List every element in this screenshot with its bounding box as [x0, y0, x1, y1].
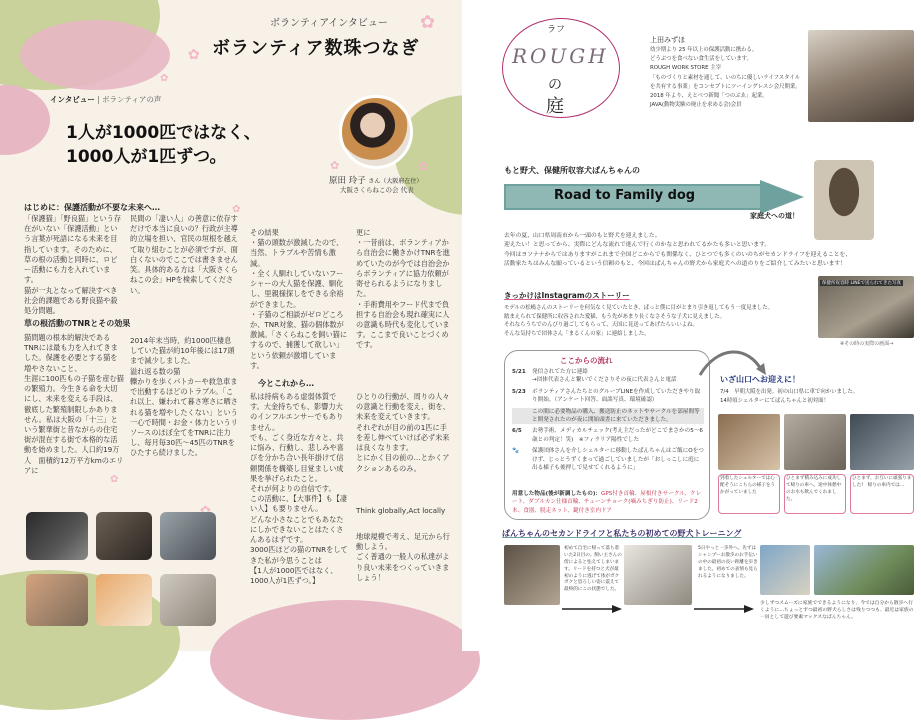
- pickup-caption-b: ひとまず積み込みに成功して帰りの車へ。途中休憩中のお水も飲んでくれました。: [784, 474, 846, 514]
- column-2b-text: 2014年末当時、約1000匹棲息していた猫が約10年後には17頭まで減少しました。 溢れ返る数の猫 轢かりを歩くパトカーや救急車まで出動するほどのトラブル。「これ以上、嫌われて暮さ寒さに晒される猫を増やしたくない」という一心で時間・お金・体力というリソースのほぼ全てをTNRに注力し、毎月毎30匹〜45匹のTNRをひたすら続けました。: [130, 336, 238, 458]
- flow-list: [512, 368, 704, 475]
- pickup-text: 7/4 早朝大阪を出発。初の山口県に車で向かいました。 14時頃シェルターにてぱんちゃんと初対面！: [720, 389, 859, 404]
- arrow-right-icon: [562, 604, 622, 614]
- training-text-c: 少しずつスムーズに家族でできるようになり、今では自分から散歩へ行くように…ちょっとずつ最初の野犬らしさは残りつつも、最近は家族の一員として遊び要素マックスなぱんちゃん。: [760, 601, 914, 621]
- photo-caption-b: LINEで送られてきた写真: [850, 281, 901, 286]
- sakura-icon: ✿: [232, 204, 241, 215]
- arrow-right-icon: [694, 604, 754, 614]
- flow-date: 5/23: [512, 388, 526, 395]
- prepared-text: GPS付き首輪、屋根付きサークル、クレート、ダブルカン仕様首輪、チェーンチョーク(噛みちぎり防止)、リード2本、食器、脱走ネット、鍵付き室内ドア: [512, 491, 702, 514]
- flow-date: 🐾: [512, 448, 519, 455]
- photo-caption: [820, 280, 903, 286]
- flow-text: ボランティアさんたちとのグループLINEを作成していただきやり取り開始。（アンケート回答、面談写真、環境確認）: [532, 388, 701, 404]
- flow-date: 6/5: [512, 428, 522, 435]
- headline-line2: 1000人が1匹ずつ。: [66, 147, 227, 167]
- section-title-now: 今とこれから…: [258, 379, 314, 388]
- training-title: ぱんちゃんのセカンドライフと私たちの初めての野犬トレーニング: [502, 529, 742, 538]
- left-page: [0, 0, 462, 651]
- flow-text: 保護団体さんを介しシェルターに移動したぱんちゃんはご飯にOをつけず、じっとうずくまって過ごしていましたが「おしっこしに庭に出る様子も後押しで見せてくれるように」: [532, 448, 704, 471]
- column-3b-text: 私は持病もある虚弱体質です。大金持ちでも、影響力大のインフルエンサーでもありません。 でも、ごく身近な方々と、共に悩み、行動し、悲しみや喜びを分かち合い長年掛けて信頼関係を構築し目覚ましい成果を挙げられたこと。 それが何よりの自信です。 この活動に、【大事件】も【凄い人】も要りません。 どんな小さなことでもあなたにしかできないことはたくさんあるはずです。 3000匹ほどの猫のTNRをしてきた私が今思うことは 【1人が1000匹ではなく、1000人が1匹ずつ。】: [250, 392, 348, 585]
- logo-niwa: 庭: [546, 96, 564, 117]
- flow-text: 発信されてた方に連絡 →団体代表さんと繋いでくださりその夜に代表さんと電話: [532, 369, 677, 384]
- flow-item: [512, 447, 704, 472]
- logo-roman: ROUGH: [512, 44, 609, 68]
- cat-photo: [160, 512, 216, 560]
- pink-blob-top: [20, 20, 170, 90]
- section-title-tnr: 草の根活動のTNRとその効果: [24, 319, 131, 328]
- photo-caption-a: 保健所収容時: [822, 281, 849, 286]
- profile-text: 幼少期より 25 年以上の保護活動に携わる。 どうぶつを食べない食生活をしています。 ROUGH WORK STORE 主宰 「ものづくりと素材を通して、いのちに優しいライフスタイルを共有する事業」をコンセプトにツーイングレスシ会尺開業。 2018 年より、えとべつ新聞「つのぶゑ」起業。 JAVA(動物実験の廃止を求める会)会員: [650, 47, 801, 109]
- pickup-title: いざ山口へお迎えに！: [720, 375, 800, 384]
- flow-item: [512, 408, 704, 425]
- pink-blob-mid: [0, 85, 50, 155]
- training-text-b: 5日やっと一歩外へ。先ずはシャンプーお散歩のお手伝いの中の最初の長い距離を歩きました。初めての表情も見られるようになりました。: [698, 546, 758, 579]
- pickup-caption-a: 到着したシェルターでは心配そうにこちらの様子をうかがっていました: [718, 474, 780, 514]
- pickup-photo: [718, 414, 780, 470]
- kicker: ボランティアインタビュー: [270, 18, 388, 29]
- sakura-icon: ✿: [330, 159, 340, 172]
- pickup-photo: [784, 414, 846, 470]
- column-4-text: 更に ・一昔前は、ボランティアから自治会に働きかけTNRを進めていたのが今では自治会からボランティアに協力依頼が寄せられるようになりました。 ・手術費用やフード代まで負担する自治会も現れ確実に人の意識も時代も変化しています。ここまで良いことづくめです。: [356, 228, 450, 350]
- column-4d-text: 地球規模で考え、足元から行動しよう。 ごく普通の一般人の私達がより良い未来をつくっていきましょう！: [356, 532, 450, 582]
- sakura-icon: ✿: [160, 73, 169, 84]
- prepared-label: 用意した物品(後が新調したもの)：: [512, 491, 602, 497]
- column-3-text: その結果 ・猫の頭数が激減したので、当然、トラブルや苦情も激減。 ・全く人馴れしていないフーシャーの大人猫を保護、馴化し、里親様探しをできる余裕ができました。 ・子猫のご相談がゼロどころか、TNR対象、猫の個体数が激減。「さくらねこを飼い猫にするので、捕獲して欲しい」という依頼が激増しています。: [250, 228, 348, 370]
- cat-photo: [96, 574, 152, 626]
- person-name: 原田 玲子: [329, 176, 366, 186]
- flow-item: [512, 388, 704, 405]
- headline-line1: 1人が1000匹ではなく、: [66, 123, 261, 143]
- training-photo: [624, 545, 692, 605]
- training-photo: [814, 545, 914, 595]
- person-suffix: さん（大阪府在住）: [368, 178, 423, 185]
- photo-note: ※その時の実際の画面→: [840, 341, 894, 347]
- interview-tag-sub: ボランティアの声: [102, 95, 162, 104]
- cat-photo: [26, 574, 88, 626]
- story-text: 去年の夏、山口県周南市から一頭のもと野犬を迎えました。 迎えたい！と思ってから、実際にどんな流れで進んで行くのかなと思われてるかたも多いと思います。 今回はヨソナナからではありますがこれまで全国どこからでも関係なく、ひとつでも多くのいのちがセカンドライフを迎えることを、活動家たちはみんな願っているという信頼のもと、今回はぱんちゃんの野犬から家庭犬への道のりをご紹介してみたいと思います！: [504, 233, 852, 267]
- sakura-icon: ✿: [110, 474, 119, 485]
- logo-kana: ラフ: [547, 25, 566, 35]
- profile-photo: [808, 30, 914, 122]
- cat-photo: [160, 574, 216, 626]
- insta-text: モデルの松嶋さんのストーリーを何気なく見ていたとき、ぱっと僕に目がとまり引き返してもう一度見ました。 踏まえられて保健所に収容された愛猫、もう先があまり長くなさそうな子犬に見えました。 それならうちでのんびり過ごしてもらって、天国に見送ってあげたらいいよね。 そんな気持ちで団体さん「まるくんの家」に連絡しました。: [504, 305, 774, 337]
- logo-no: の: [548, 77, 562, 93]
- prepared-list: [512, 490, 704, 515]
- pickup-caption-c: ひとまず、お互いに頑張りました! 帰りの車内では…: [850, 474, 914, 514]
- section-title-intro: はじめに：保護活動が不要な未来へ…: [24, 203, 160, 212]
- flow-item: [512, 368, 704, 385]
- sakura-icon: ✿: [420, 12, 436, 33]
- column-1-text: 「保護猫」「野良猫」という存在がいない「保護活動」という言葉が死語になる未来を目指しています。そのために、草の根の活動と同時に、ロビー活動にも力を入れています。 猫が一丸となって解決すべき社会的課題である野良猫や殺処分問題。: [24, 214, 122, 315]
- flow-date: [512, 408, 528, 425]
- training-text-a: 初めて自宅に帰って落ち着いた2日目の。飼い主さんの傍によると怯えてしまいます。リードを持つと犬が最初のように逃げて体がガクガクと恐ろしい姿に震えて最終的にこの状態でした。: [564, 546, 622, 593]
- arrow-title: Road to Family dog: [554, 188, 696, 203]
- interview-tag-label: インタビュー: [50, 95, 95, 104]
- profile-name: 上田みずほ: [650, 36, 685, 44]
- column-1b-text: 猫問題の根本的解決であるTNRには最も力を入れてきました。保護を必要とする猫を増やさないこと、 生涯に100匹もの子猫を産む猫の繁殖力。今生きる命を大切にし、未来を変える手段は、徹底した繁殖制限しかありません。私は大阪の「十三」という繁華街と昔ながらの住宅街が混在する街で本格的な活動を始めました。人口約19万人 面積約12万平方kmのエリアに: [24, 333, 124, 475]
- person-org: 大阪さくらねこの会 代表: [340, 186, 414, 194]
- column-4b-text: ひとりの行動が、周りの人々の意識と行動を変え、街を、未来を変えていきます。 それぞれが目の前の1匹に手を差し伸べていけば必ず未来は良くなります。 とにかく目の前の…とかくアクションあるのみ。: [356, 392, 450, 473]
- insta-title: きっかけはInstagramのストーリー: [504, 291, 630, 300]
- pink-blob-bottom: [210, 600, 480, 720]
- training-photo: [760, 545, 810, 595]
- arrow-subtitle: 家庭犬への道！: [750, 212, 799, 220]
- cat-photo: [96, 512, 152, 560]
- column-2-text: 民間の「凄い人」の善意に依存すだけで本当に良いの？行政が主導的立場を担い、官民の垣根を越えて取り組むことが必須ですが、面白くないのでここでは書きません笑。具体的ある方は「大阪さくらねこの会」HPを検索してください。: [130, 214, 238, 295]
- sakura-icon: ✿: [188, 47, 200, 63]
- page-title: ボランティア数珠つなぎ: [212, 38, 420, 59]
- dog-photo: [814, 160, 874, 240]
- pickup-photo: [850, 414, 914, 470]
- flow-title: ここからの流れ: [560, 356, 613, 365]
- column-4c-text: Think globally,Act locally: [356, 506, 446, 515]
- sakura-icon: ✿: [418, 159, 429, 173]
- road-arrow: [504, 180, 804, 214]
- interview-tag: インタビュー | ボランティアの声: [50, 95, 162, 104]
- intro-line: もと野犬、保健所収容犬ぱんちゃんの: [504, 166, 640, 175]
- right-page: [462, 0, 921, 651]
- flow-text: この間に必要物品の購入、搬送防止のネットやサークルを部屋間等と開発されたのが夜に開始頭書に来ていただきました。: [532, 408, 700, 423]
- flow-date: 5/21: [512, 369, 526, 375]
- training-photo: [504, 545, 560, 605]
- cat-photo: [26, 512, 88, 560]
- flow-text: 去勢手術、メディカルチェック(考え主だったがどこでまさかの5〜6歳との判定！笑) ※フィラリア陽性でした: [532, 428, 703, 443]
- avatar: [339, 95, 413, 169]
- flow-item: [512, 427, 704, 444]
